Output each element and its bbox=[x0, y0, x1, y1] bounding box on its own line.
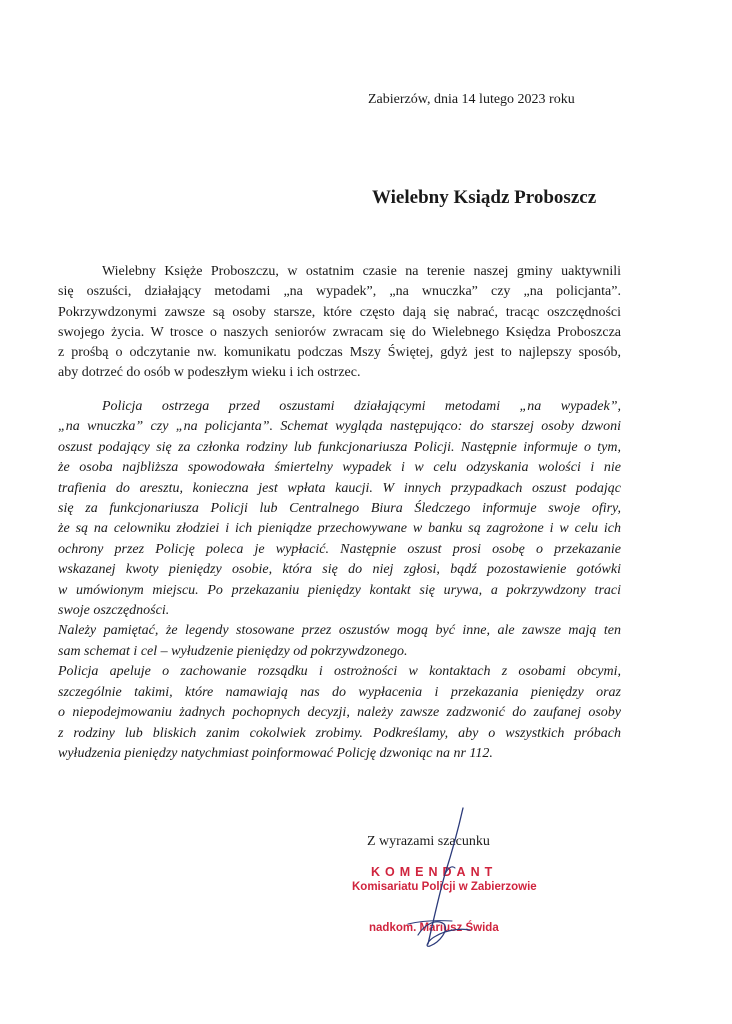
announcement-line: ochrony przez Policję poleca je wypłacić. Następnie oszust prosi osobę o przekazanie bbox=[58, 541, 621, 557]
intro-line: się oszuści, działający metodami „na wypadek”, „na wnuczka” czy „na policjanta”. bbox=[58, 284, 621, 300]
announcement-line: Policja apeluje o zachowanie rozsądku i ostrożności w kontaktach z osobami obcymi, bbox=[58, 664, 621, 680]
announcement-line: że osoba najbliższa spowodowała śmiertelny wypadek i w celu odzyskania wolości i nie bbox=[58, 460, 621, 476]
stamp-unit: Komisariatu Policji w Zabierzowie bbox=[352, 881, 537, 893]
announcement-line: oszust podający się za członka rodziny lub funkcjonariusza Policji. Następnie informuje o tym, bbox=[58, 439, 621, 455]
stamp-title: KOMENDANT bbox=[371, 865, 498, 879]
announcement-line: o niepodejmowaniu żadnych pochopnych decyzji, należy zawsze zadzwonić do zaufanej osoby bbox=[58, 705, 621, 721]
announcement-line: się za funkcjonariusza Policji lub Centralnego Biura Śledczego informuje swoje ofiry, bbox=[58, 501, 621, 517]
intro-line: aby dotrzeć do osób w podeszłym wieku i ich ostrzec. bbox=[58, 365, 361, 381]
announcement-line: wskazanej kwoty pieniędzy osobie, która się do niej zgłosi, bądź pozostawienie gotówki bbox=[58, 562, 621, 578]
closing-line: Z wyrazami szacunku bbox=[367, 834, 490, 849]
intro-line: swojego życia. W trosce o naszych seniorów zwracam się do Wielebnego Księdza Proboszcza bbox=[58, 324, 621, 340]
intro-paragraph bbox=[58, 262, 621, 384]
salutation-heading: Wielebny Ksiądz Proboszcz bbox=[372, 187, 597, 208]
announcement-line: trafienia do aresztu, konieczna jest wpłata kaucji. W innych przypadkach oszust podając bbox=[58, 480, 621, 496]
announcement-line: z rodziny lub bliskich zanim cokolwiek zrobimy. Podkreślamy, aby o wszystkich próbach bbox=[58, 725, 621, 741]
police-announcement bbox=[58, 397, 621, 764]
announcement-line: Należy pamiętać, że legendy stosowane przez oszustów mogą być inne, ale zawsze mają ten bbox=[58, 623, 621, 639]
date-line: Zabierzów, dnia 14 lutego 2023 roku bbox=[368, 92, 575, 107]
announcement-line: wyłudzenia pieniędzy natychmiast poinformować Policję dzwoniąc na nr 112. bbox=[58, 745, 493, 761]
announcement-line: swoje oszczędności. bbox=[58, 603, 170, 619]
announcement-line: Policja ostrzega przed oszustami działającymi metodami „na wypadek”, bbox=[102, 399, 621, 414]
announcement-line: w umówionym miejscu. Po przekazaniu pieniędzy kontakt się urywa, a pokrzywdzony traci bbox=[58, 582, 621, 598]
announcement-line: szczególnie takimi, które namawiają nas do wypłacenia i przekazania pieniędzy oraz bbox=[58, 684, 621, 700]
stamp-signatory-name: nadkom. Mariusz Świda bbox=[369, 922, 499, 934]
intro-line: Pokrzywdzonymi zawsze są osoby starsze, które często dają się nabrać, tracąc oszczędności bbox=[58, 304, 621, 320]
announcement-line: „na wnuczka” czy „na policjanta”. Schemat wygląda następująco: do starszej osoby dzwoni bbox=[58, 419, 621, 435]
announcement-line: sam schemat i cel – wyłudzenie pieniędzy od pokrzywdzonego. bbox=[58, 643, 408, 659]
intro-line: z prośbą o odczytanie nw. komunikatu podczas Mszy Świętej, gdyż jest to najlepszy sposób, bbox=[58, 345, 621, 361]
intro-line: Wielebny Księże Proboszczu, w ostatnim czasie na terenie naszej gminy uaktywnili bbox=[102, 264, 621, 279]
announcement-line: że są na celowniku złodziei i ich pieniądze przechowywane w banku są zagrożone i w celu ich bbox=[58, 521, 621, 537]
